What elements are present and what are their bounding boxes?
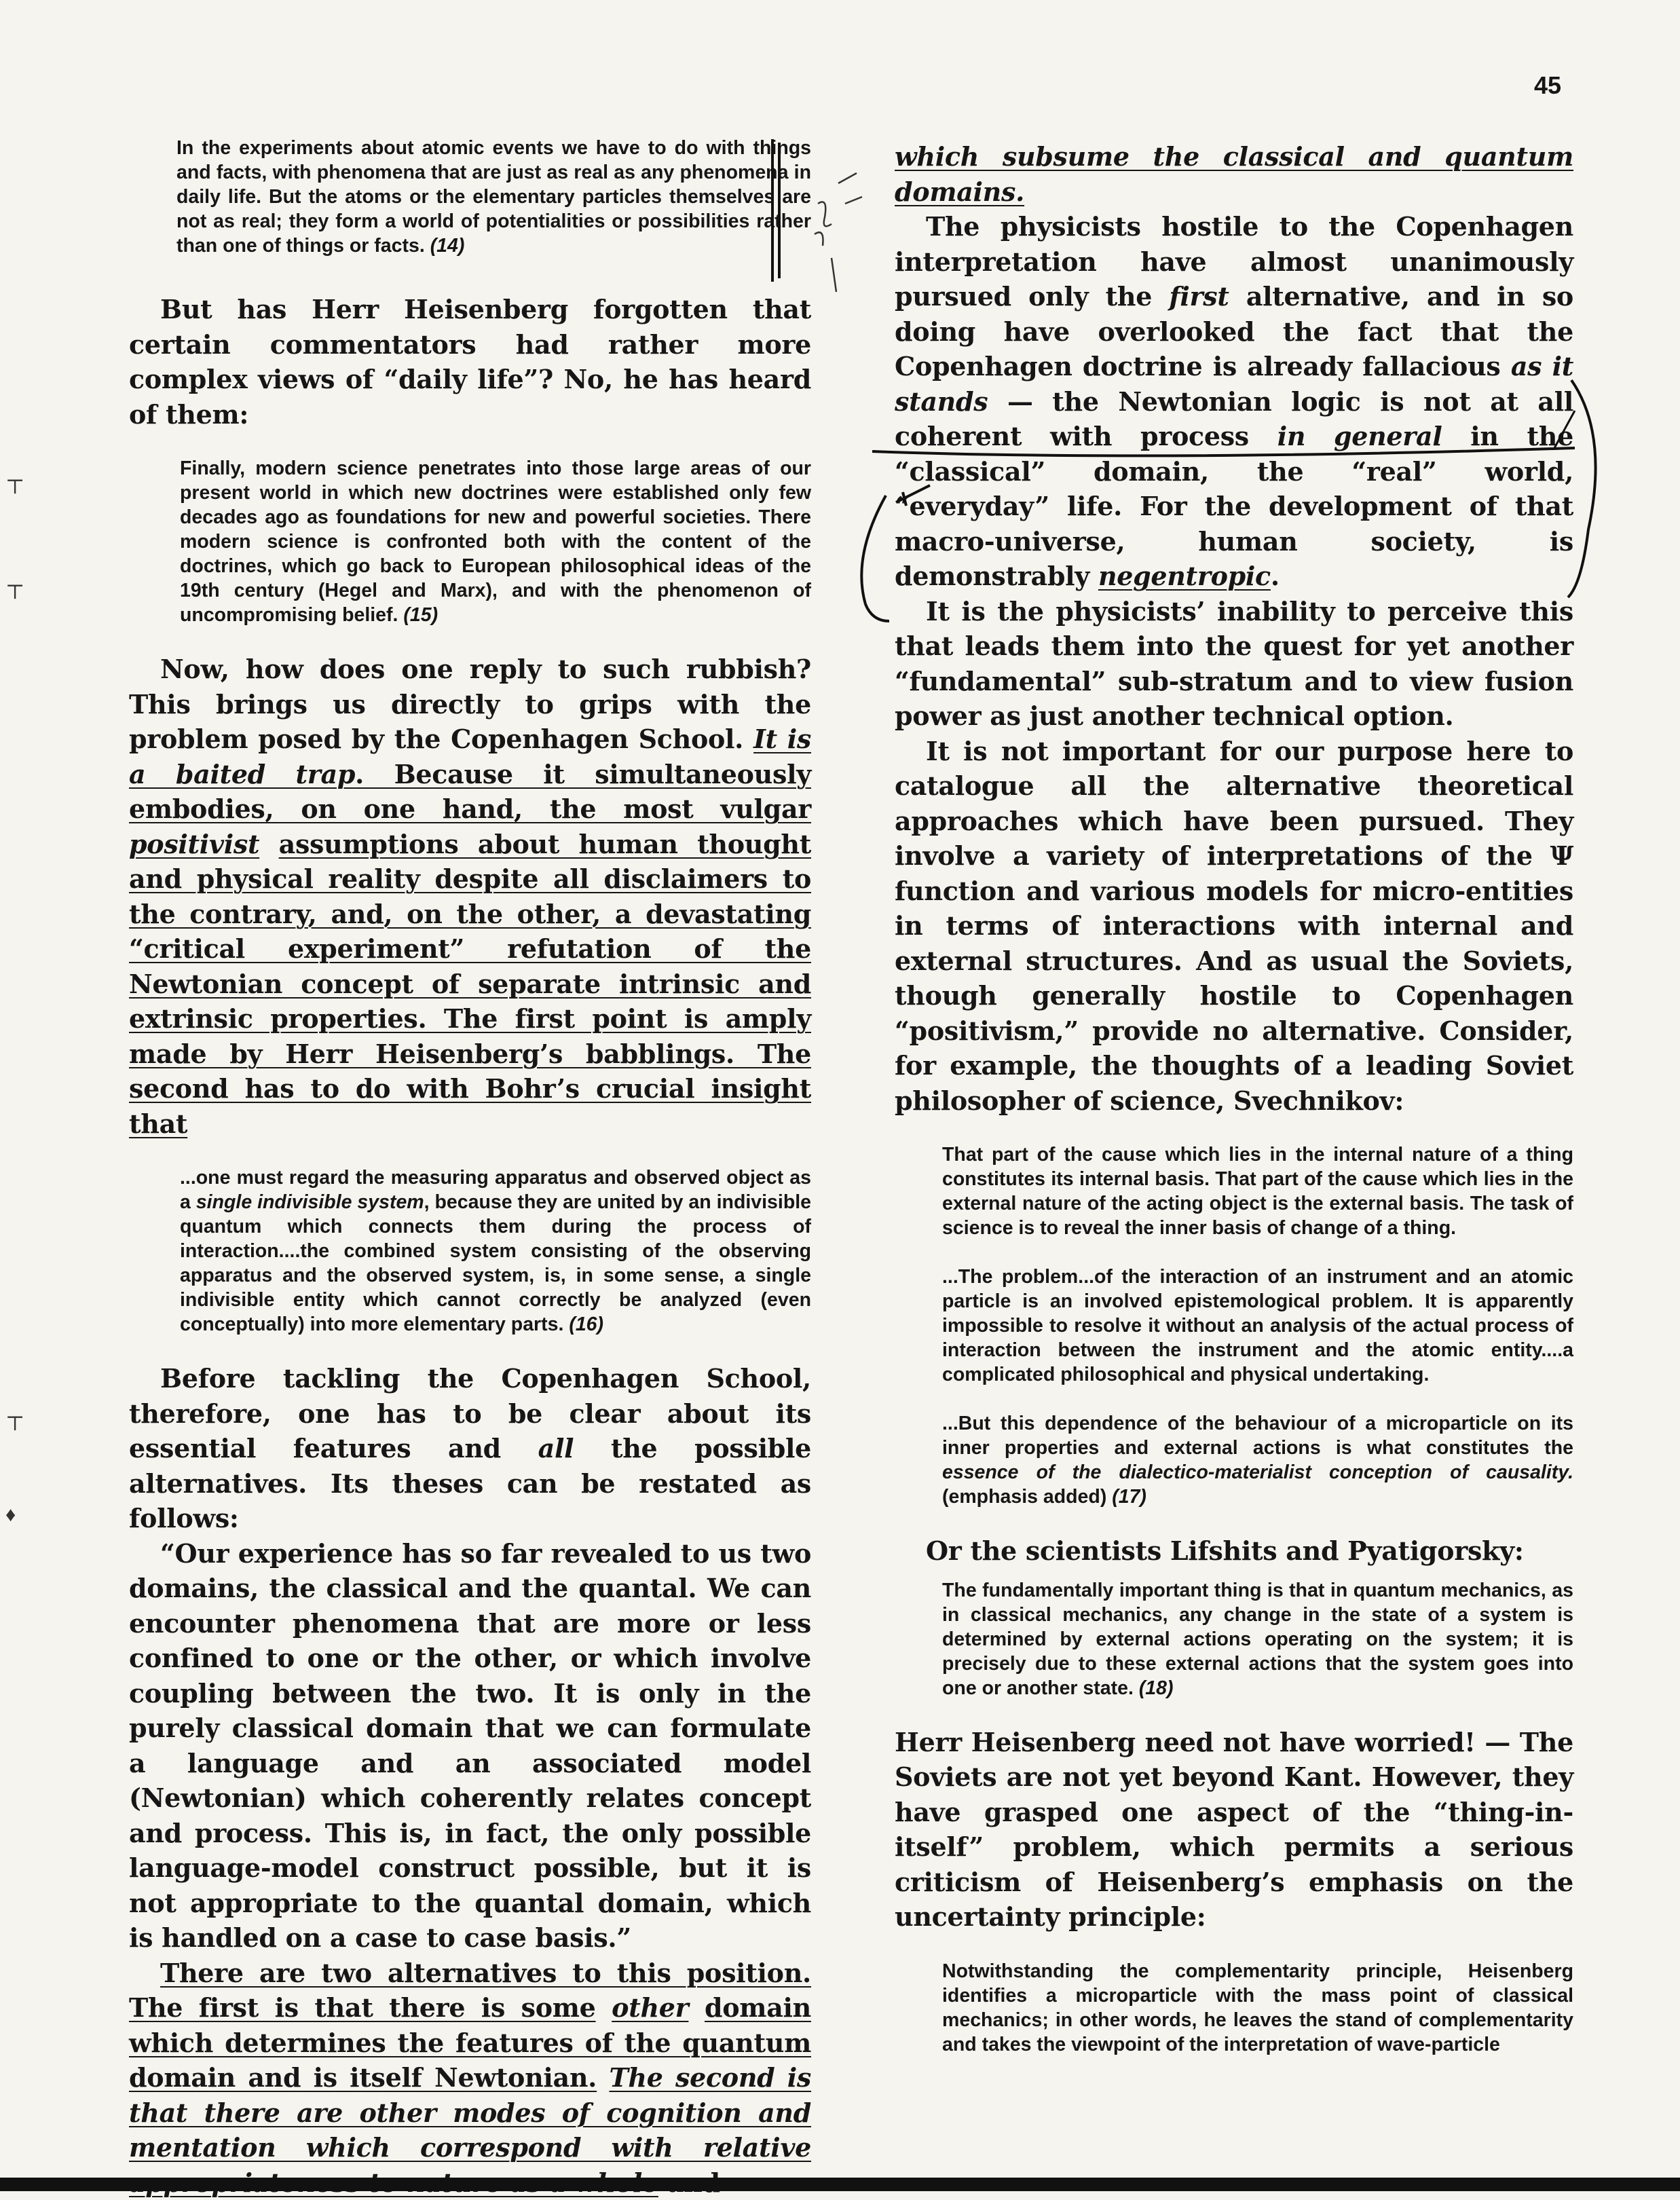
- margin-tick-mark: ⊤: [5, 1412, 20, 1439]
- margin-tick-mark: ⊤: [5, 475, 20, 502]
- paragraph-herr-heisenberg: But has Herr Heisenberg forgotten that certain commentators had rather more complex views of “daily life”? No, he has heard of them:: [129, 292, 811, 432]
- quote-lifshits: The fundamentally important thing is that in quantum mechanics, as in classical mechanics, any change in the state of a system is determined by external actions operating on the system; it is precisely due to these external actions that the system goes into one or another state. (18): [942, 1578, 1573, 1700]
- paragraph-before-tackling: Before tackling the Copenhagen School, therefore, one has to be clear about its essential features and all the possible alternatives. Its theses can be restated as follows:: [129, 1361, 811, 1536]
- margin-tick-mark: ⊤: [5, 580, 20, 608]
- page-number: 45: [1534, 71, 1561, 100]
- paragraph-inability: It is the physicists’ inability to perceive this that leads them into the quest for yet another “fundamental” sub-stratum and to view fusion power as just another technical option.: [895, 594, 1573, 734]
- quote-svechnikov-1: That part of the cause which lies in the internal nature of a thing constitutes its internal basis. That part of the cause which lies in the external nature of the acting object is the external basis. The task of science is to reveal the inner basis of change of a thing.: [942, 1142, 1573, 1240]
- paragraph-lifshits: Or the scientists Lifshits and Pyatigorsky:: [895, 1533, 1573, 1569]
- quote-svechnikov-2: ...The problem...of the interaction of an instrument and an atomic particle is an involved epistemological problem. It is apparently impossible to resolve it without an analysis of the actual process of interaction between the instrument and the atomic entity....a complicated philosophical and physical undertaking.: [942, 1265, 1573, 1387]
- margin-tick-mark: ♦: [5, 1504, 20, 1531]
- right-column: [895, 139, 1573, 2057]
- paragraph-not-important: It is not important for our purpose here to catalogue all the alternative theoretical approaches which have been pursued. They involve a variety of interpretations of the Ψ function and various models for micro-entities in terms of interactions with internal and external structures. And as usual the Soviets, though generally hostile to Copenhagen “positivism,” provide no alternative. Consider, for example, the thoughts of a leading Soviet philosopher of science, Svechnikov:: [895, 734, 1573, 1119]
- paragraph-subsume: which subsume the classical and quantum domains.: [895, 139, 1573, 209]
- paragraph-two-alternatives: There are two alternatives to this position. The first is that there is some other domain which determines the features of the quantum domain and is itself Newtonian. The second is that there are other modes of cognition and mentation which correspond with relative: [129, 1956, 811, 2200]
- paragraph-restated-theses: “Our experience has so far revealed to us two domains, the classical and the quantal. We can encounter phenomena that are more or less confined to one or the other, or which involve coupling between the two. It is only in the purely classical domain that we can formulate a language and an associated model (Newtonian) which coherently relates concept and process. This is, in fact, the only possible language-model construct possible, but it is not appropriate to the quantal domain, which is handled on a case to case basis.”: [129, 1536, 811, 1956]
- psi-symbol: Ψ: [1550, 840, 1573, 871]
- paragraph-baited-trap: Now, how does one reply to such rubbish? This brings us directly to grips with the problem posed by the Copenhagen School. It is a baited trap. Because it simultaneously embodies, on one hand, the most vulgar positivist assumptions about human thought and physical reality despite all disclaimers to the contrary, and, on the other, a devastating “critical experiment” refutation of the Newtonian concept of separate intrinsic and extrinsic properties. The first point is amply made by Herr Heisenberg’s babblings. The second has to do with Bohr’s crucial insight that: [129, 652, 811, 1141]
- quote-bohr: ...one must regard the measuring apparatus and observed object as a single indivisible system, because they are united by an indivisible quantum which connects them during the process of interaction....the combined system consisting of the observing apparatus and the observed system, is, in some sense, a single indivisible entity which cannot correctly be analyzed (even conceptually) into more elementary parts. (16): [180, 1166, 811, 1337]
- bracket-left-mark: [861, 496, 889, 621]
- quote-svechnikov-3: ...But this dependence of the behaviour of a microparticle on its inner properties and external actions is what constitutes the essence of the dialectico-materialist conception of causality. (emphasis added) (17): [942, 1411, 1573, 1509]
- paragraph-need-not-worry: Herr Heisenberg need not have worried! — The Soviets are not yet beyond Kant. However, they have grasped one aspect of the “thing-in-itself” problem, which permits a serious criticism of Heisenberg’s emphasis on the uncertainty principle:: [895, 1725, 1573, 1935]
- quote-heisenberg-atoms: In the experiments about atomic events we have to do with things and facts, with phenomena that are just as real as any phenomena in daily life. But the atoms or the elementary particles themselves are not as real; they form a world of potentialities or possibilities rather than one of things or facts. (14): [176, 136, 811, 258]
- paragraph-physicists-hostile: The physicists hostile to the Copenhagen interpretation have almost unanimously pursued only the first alternative, and in so doing have overlooked the fact that the Copenhagen doctrine is already fallacious as it stands — the Newtonian logic is not at all coherent with process in general in the “classical” domain, the “real” world, “everyday” life. For the development of that macro-universe, human society, is demonstrably negentropic.: [895, 209, 1573, 594]
- quote-modern-science: Finally, modern science penetrates into those large areas of our present world in which new doctrines were established only few decades ago as foundations for new and powerful societies. There modern science is confronted both with the content of the doctrines, which go back to European philosophical ideas of the 19th century (Hegel and Marx), and with the phenomenon of uncompromising belief. (15): [180, 456, 811, 627]
- quote-complementarity: Notwithstanding the complementarity principle, Heisenberg identifies a microparticle with the mass point of classical mechanics; in other words, he leaves the stand of complementarity and takes the viewpoint of the interpretation of wave-particle: [942, 1959, 1573, 2057]
- scan-edge-bar: [0, 2178, 1680, 2191]
- margin-scribble-mark: [815, 173, 862, 292]
- left-column: [129, 136, 811, 2200]
